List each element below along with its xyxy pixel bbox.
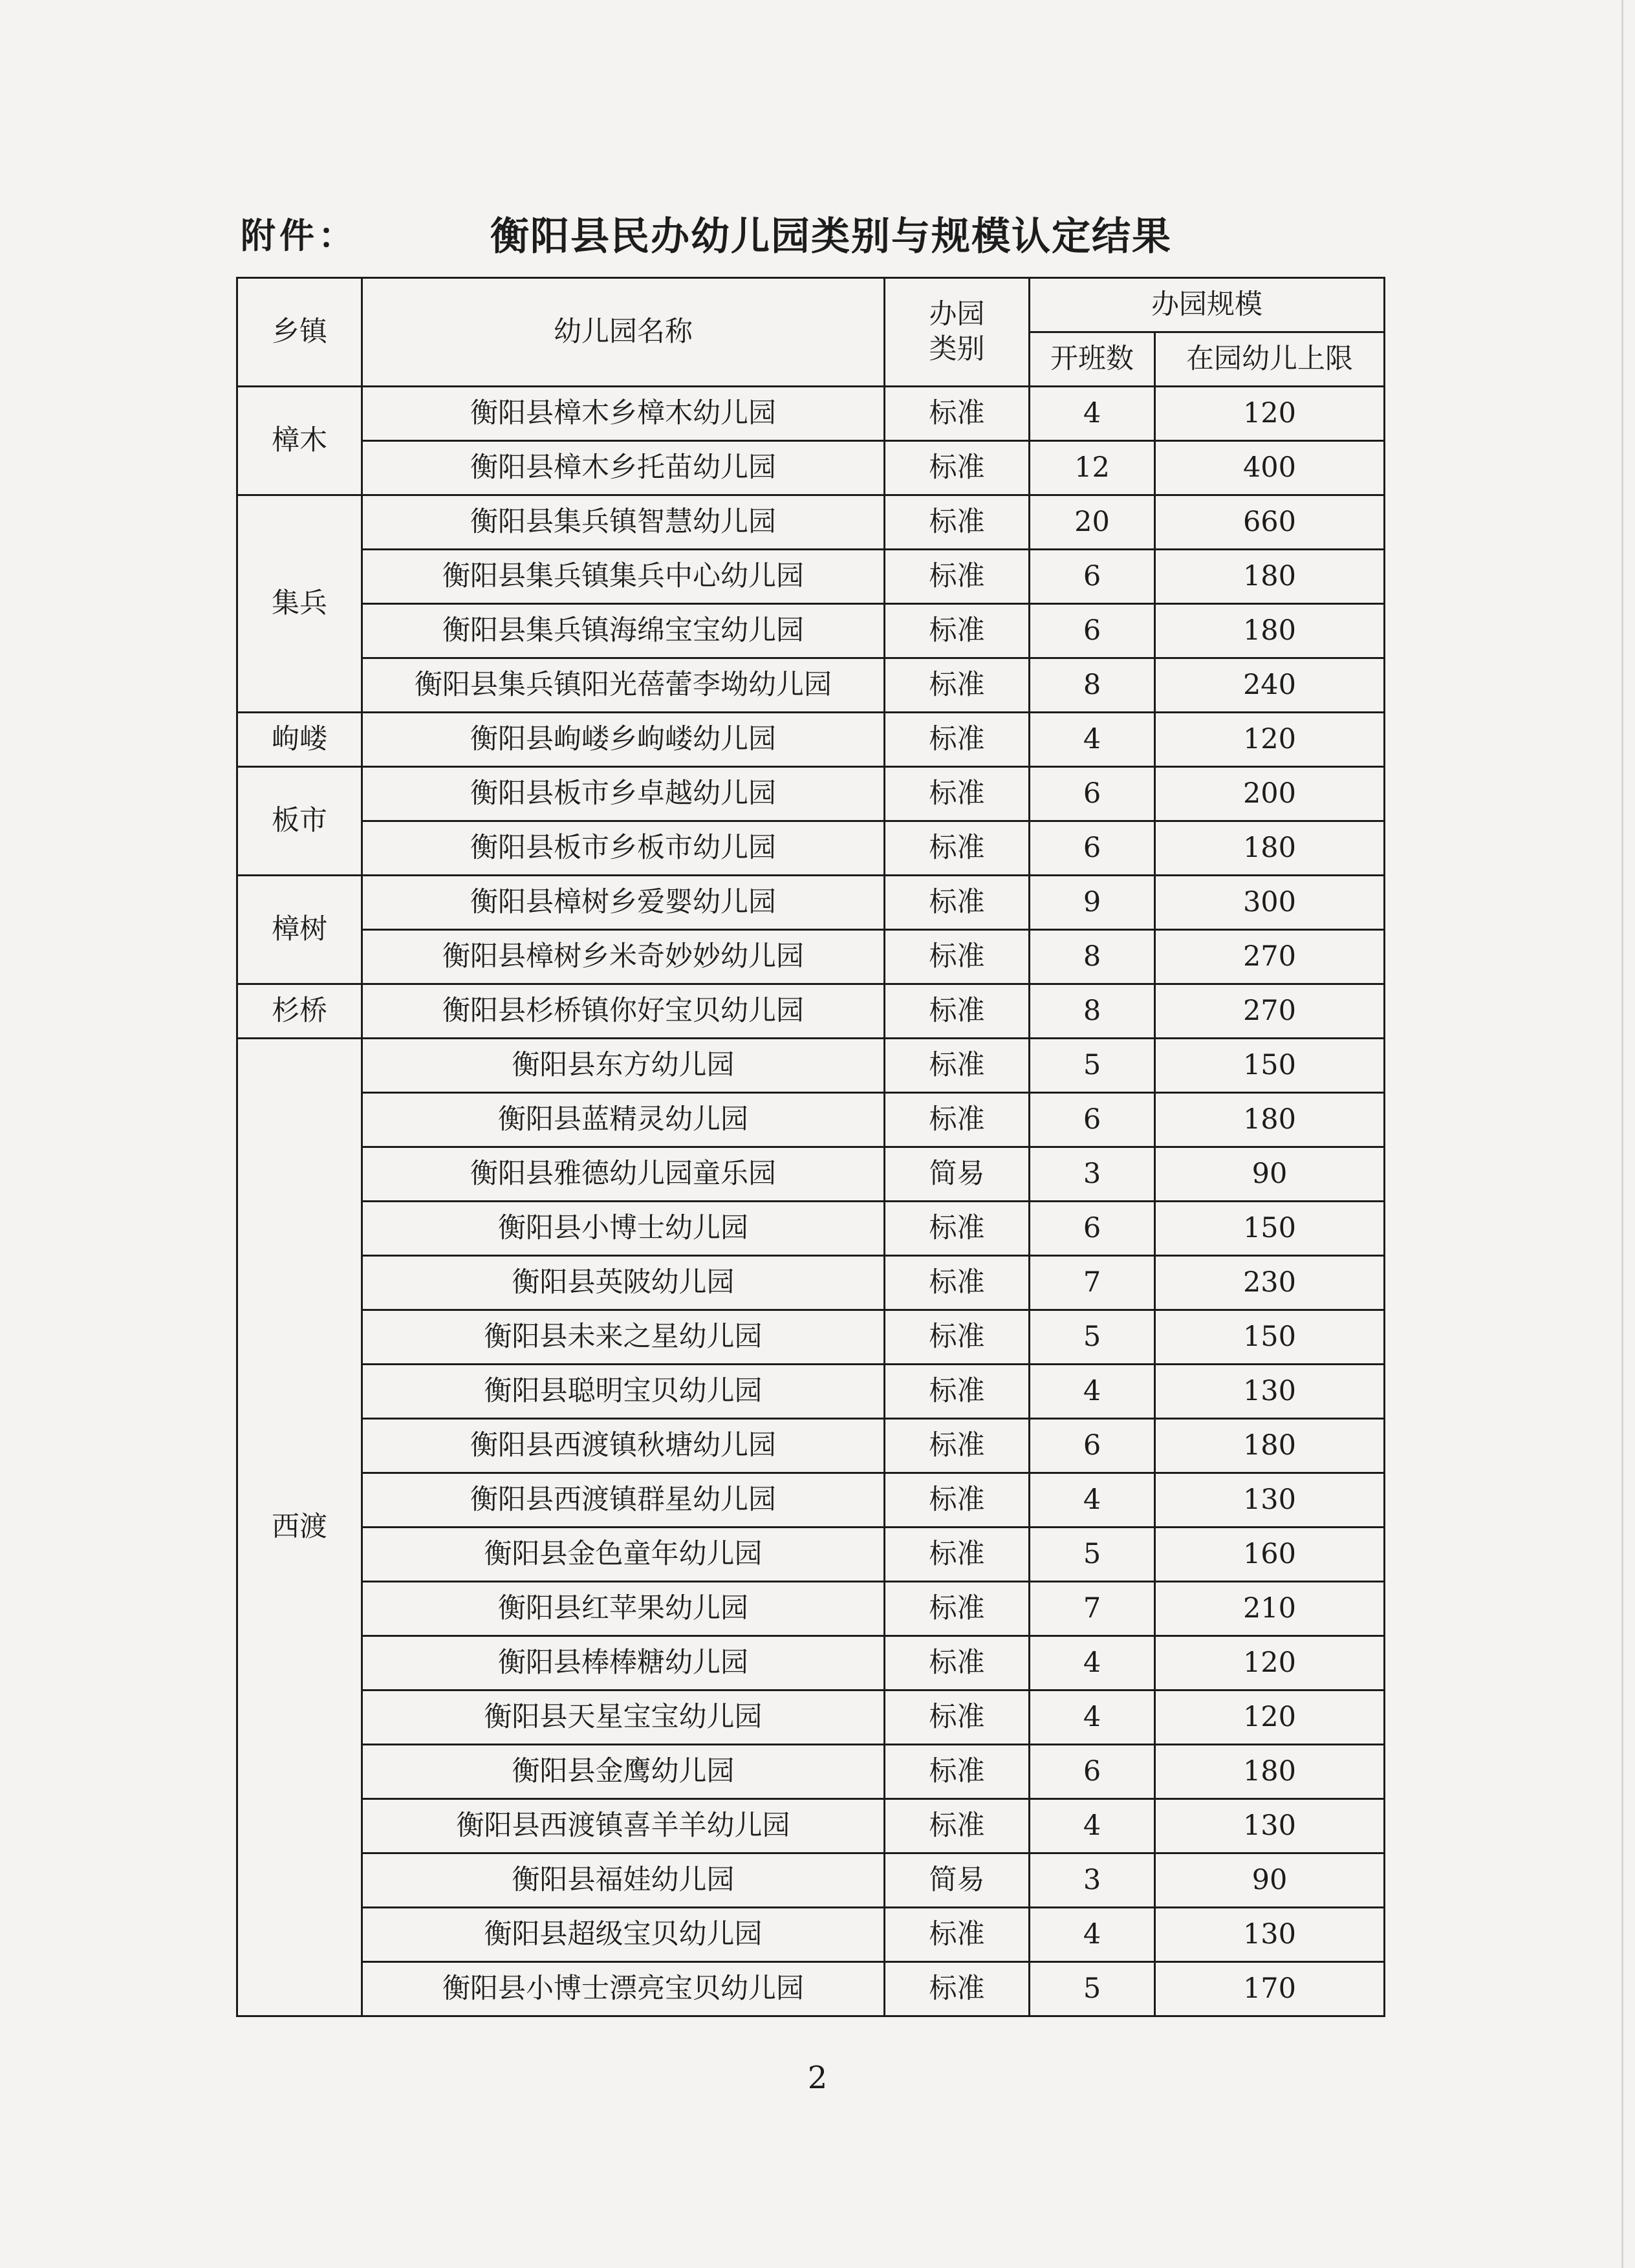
capacity-cell: 160 (1155, 1528, 1385, 1582)
attachment-label: 附件： (241, 215, 357, 256)
capacity-cell: 180 (1155, 1745, 1385, 1799)
header-township: 乡镇 (237, 278, 362, 387)
capacity-cell: 180 (1155, 550, 1385, 604)
classes-cell: 4 (1030, 387, 1155, 441)
classes-cell: 7 (1030, 1582, 1155, 1636)
table-row (237, 930, 1385, 984)
township-cell: 集兵 (237, 495, 362, 713)
name-cell: 衡阳县集兵镇集兵中心幼儿园 (362, 550, 885, 604)
capacity-cell: 150 (1155, 1039, 1385, 1093)
classes-cell: 6 (1030, 767, 1155, 821)
page-edge-line (1621, 0, 1623, 2268)
name-cell: 衡阳县集兵镇阳光蓓蕾李坳幼儿园 (362, 658, 885, 713)
category-cell: 标准 (885, 658, 1030, 713)
category-cell: 标准 (885, 930, 1030, 984)
table-row (237, 1582, 1385, 1636)
capacity-cell: 120 (1155, 1690, 1385, 1745)
capacity-cell: 240 (1155, 658, 1385, 713)
capacity-cell: 660 (1155, 495, 1385, 550)
classes-cell: 12 (1030, 441, 1155, 495)
category-cell: 标准 (885, 1473, 1030, 1528)
name-cell: 衡阳县西渡镇喜羊羊幼儿园 (362, 1799, 885, 1853)
name-cell: 衡阳县天星宝宝幼儿园 (362, 1690, 885, 1745)
table-row (237, 1690, 1385, 1745)
name-cell: 衡阳县金色童年幼儿园 (362, 1528, 885, 1582)
category-cell: 标准 (885, 1962, 1030, 2016)
name-cell: 衡阳县樟树乡爱婴幼儿园 (362, 876, 885, 930)
township-cell: 杉桥 (237, 984, 362, 1039)
category-cell: 标准 (885, 604, 1030, 658)
name-cell: 衡阳县小博士漂亮宝贝幼儿园 (362, 1962, 885, 2016)
classes-cell: 20 (1030, 495, 1155, 550)
table-body (237, 387, 1385, 2016)
name-cell: 衡阳县杉桥镇你好宝贝幼儿园 (362, 984, 885, 1039)
name-cell: 衡阳县岣嵝乡岣嵝幼儿园 (362, 713, 885, 767)
table-row (237, 1853, 1385, 1908)
township-cell: 岣嵝 (237, 713, 362, 767)
capacity-cell: 120 (1155, 1636, 1385, 1690)
capacity-cell: 90 (1155, 1853, 1385, 1908)
name-cell: 衡阳县樟树乡米奇妙妙幼儿园 (362, 930, 885, 984)
capacity-cell: 120 (1155, 387, 1385, 441)
table-row (237, 1202, 1385, 1256)
classes-cell: 4 (1030, 1636, 1155, 1690)
classes-cell: 8 (1030, 658, 1155, 713)
capacity-cell: 150 (1155, 1202, 1385, 1256)
classes-cell: 4 (1030, 1365, 1155, 1419)
category-cell: 标准 (885, 821, 1030, 876)
header-capacity: 在园幼儿上限 (1155, 332, 1385, 387)
township-cell: 樟木 (237, 387, 362, 495)
classes-cell: 4 (1030, 713, 1155, 767)
category-cell: 标准 (885, 876, 1030, 930)
capacity-cell: 170 (1155, 1962, 1385, 2016)
category-cell: 标准 (885, 1202, 1030, 1256)
capacity-cell: 130 (1155, 1799, 1385, 1853)
table-row (237, 1039, 1385, 1093)
table-row (237, 1419, 1385, 1473)
capacity-cell: 270 (1155, 930, 1385, 984)
table-row (237, 1528, 1385, 1582)
classes-cell: 5 (1030, 1528, 1155, 1582)
category-cell: 标准 (885, 713, 1030, 767)
classes-cell: 8 (1030, 930, 1155, 984)
township-cell: 樟树 (237, 876, 362, 984)
classes-cell: 5 (1030, 1962, 1155, 2016)
category-cell: 简易 (885, 1147, 1030, 1202)
capacity-cell: 150 (1155, 1310, 1385, 1365)
table-row (237, 1908, 1385, 1962)
name-cell: 衡阳县红苹果幼儿园 (362, 1582, 885, 1636)
name-cell: 衡阳县雅德幼儿园童乐园 (362, 1147, 885, 1202)
header-classes: 开班数 (1030, 332, 1155, 387)
classes-cell: 4 (1030, 1908, 1155, 1962)
table-row (237, 1310, 1385, 1365)
table-row (237, 876, 1385, 930)
classes-cell: 6 (1030, 604, 1155, 658)
category-cell: 标准 (885, 1799, 1030, 1853)
category-cell: 简易 (885, 1853, 1030, 1908)
category-cell: 标准 (885, 1582, 1030, 1636)
table-row (237, 1636, 1385, 1690)
header-name: 幼儿园名称 (362, 278, 885, 387)
category-cell: 标准 (885, 1745, 1030, 1799)
name-cell: 衡阳县板市乡卓越幼儿园 (362, 767, 885, 821)
name-cell: 衡阳县未来之星幼儿园 (362, 1310, 885, 1365)
table-row (237, 658, 1385, 713)
category-cell: 标准 (885, 1310, 1030, 1365)
capacity-cell: 180 (1155, 1093, 1385, 1147)
name-cell: 衡阳县集兵镇智慧幼儿园 (362, 495, 885, 550)
name-cell: 衡阳县西渡镇群星幼儿园 (362, 1473, 885, 1528)
table-row (237, 1365, 1385, 1419)
classes-cell: 6 (1030, 1745, 1155, 1799)
capacity-cell: 130 (1155, 1908, 1385, 1962)
capacity-cell: 180 (1155, 604, 1385, 658)
name-cell: 衡阳县聪明宝贝幼儿园 (362, 1365, 885, 1419)
category-cell: 标准 (885, 441, 1030, 495)
capacity-cell: 180 (1155, 821, 1385, 876)
table-row (237, 604, 1385, 658)
capacity-cell: 210 (1155, 1582, 1385, 1636)
table-row (237, 713, 1385, 767)
name-cell: 衡阳县集兵镇海绵宝宝幼儿园 (362, 604, 885, 658)
category-cell: 标准 (885, 1528, 1030, 1582)
name-cell: 衡阳县樟木乡托苗幼儿园 (362, 441, 885, 495)
name-cell: 衡阳县西渡镇秋塘幼儿园 (362, 1419, 885, 1473)
classes-cell: 3 (1030, 1853, 1155, 1908)
table-header-row (237, 278, 1385, 332)
category-cell: 标准 (885, 1636, 1030, 1690)
category-cell: 标准 (885, 1256, 1030, 1310)
name-cell: 衡阳县英陂幼儿园 (362, 1256, 885, 1310)
table-row (237, 1473, 1385, 1528)
table-row (237, 550, 1385, 604)
name-cell: 衡阳县棒棒糖幼儿园 (362, 1636, 885, 1690)
page-number: 2 (807, 2060, 828, 2096)
classes-cell: 5 (1030, 1039, 1155, 1093)
name-cell: 衡阳县樟木乡樟木幼儿园 (362, 387, 885, 441)
capacity-cell: 230 (1155, 1256, 1385, 1310)
category-cell: 标准 (885, 1039, 1030, 1093)
classes-cell: 7 (1030, 1256, 1155, 1310)
capacity-cell: 300 (1155, 876, 1385, 930)
category-cell: 标准 (885, 1093, 1030, 1147)
capacity-cell: 130 (1155, 1473, 1385, 1528)
classes-cell: 9 (1030, 876, 1155, 930)
page-title: 衡阳县民办幼儿园类别与规模认定结果 (490, 214, 1172, 259)
classes-cell: 6 (1030, 550, 1155, 604)
table-row (237, 821, 1385, 876)
capacity-cell: 90 (1155, 1147, 1385, 1202)
name-cell: 衡阳县小博士幼儿园 (362, 1202, 885, 1256)
category-cell: 标准 (885, 387, 1030, 441)
table-row (237, 1147, 1385, 1202)
classes-cell: 6 (1030, 1419, 1155, 1473)
header-category (885, 278, 1030, 387)
table-row (237, 495, 1385, 550)
classes-cell: 6 (1030, 1202, 1155, 1256)
name-cell: 衡阳县板市乡板市幼儿园 (362, 821, 885, 876)
table-row (237, 1093, 1385, 1147)
result-table (236, 277, 1385, 2017)
classes-cell: 3 (1030, 1147, 1155, 1202)
classes-cell: 4 (1030, 1473, 1155, 1528)
category-cell: 标准 (885, 984, 1030, 1039)
classes-cell: 6 (1030, 821, 1155, 876)
township-cell: 西渡 (237, 1039, 362, 2016)
category-cell: 标准 (885, 1908, 1030, 1962)
classes-cell: 4 (1030, 1799, 1155, 1853)
capacity-cell: 120 (1155, 713, 1385, 767)
table-row (237, 1745, 1385, 1799)
classes-cell: 6 (1030, 1093, 1155, 1147)
township-cell: 板市 (237, 767, 362, 876)
category-cell: 标准 (885, 1419, 1030, 1473)
category-cell: 标准 (885, 1690, 1030, 1745)
table-row (237, 387, 1385, 441)
capacity-cell: 180 (1155, 1419, 1385, 1473)
classes-cell: 8 (1030, 984, 1155, 1039)
category-cell: 标准 (885, 550, 1030, 604)
classes-cell: 4 (1030, 1690, 1155, 1745)
category-cell: 标准 (885, 767, 1030, 821)
capacity-cell: 270 (1155, 984, 1385, 1039)
name-cell: 衡阳县蓝精灵幼儿园 (362, 1093, 885, 1147)
header-category-text: 办园类别 (929, 297, 985, 365)
table-row (237, 1799, 1385, 1853)
table-row (237, 1962, 1385, 2016)
category-cell: 标准 (885, 495, 1030, 550)
name-cell: 衡阳县福娃幼儿园 (362, 1853, 885, 1908)
capacity-cell: 130 (1155, 1365, 1385, 1419)
name-cell: 衡阳县超级宝贝幼儿园 (362, 1908, 885, 1962)
capacity-cell: 400 (1155, 441, 1385, 495)
table-row (237, 441, 1385, 495)
category-cell: 标准 (885, 1365, 1030, 1419)
table-row (237, 767, 1385, 821)
capacity-cell: 200 (1155, 767, 1385, 821)
name-cell: 衡阳县东方幼儿园 (362, 1039, 885, 1093)
classes-cell: 5 (1030, 1310, 1155, 1365)
table-row (237, 984, 1385, 1039)
header-scale: 办园规模 (1030, 278, 1385, 332)
name-cell: 衡阳县金鹰幼儿园 (362, 1745, 885, 1799)
table-row (237, 1256, 1385, 1310)
